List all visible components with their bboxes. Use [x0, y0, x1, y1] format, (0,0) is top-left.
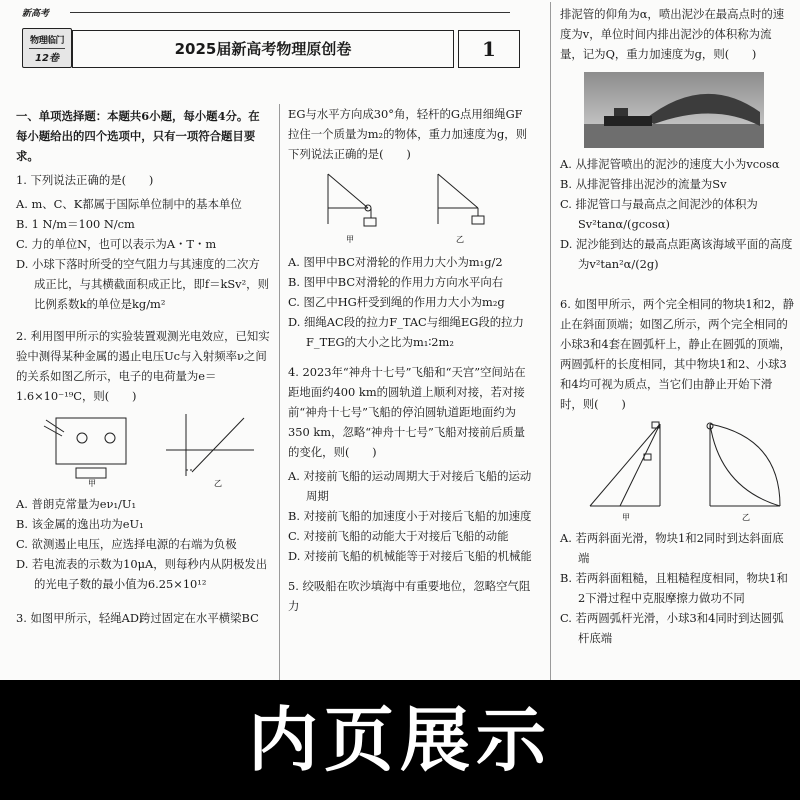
pulley-figure [288, 168, 528, 246]
question-1 [16, 170, 270, 314]
option-c: C. 排泥管口与最高点之间泥沙的体积为Sv²tanα/(gcosα) [560, 197, 758, 231]
option-b: B. 图甲中BC对滑轮的作用力方向水平向右 [288, 275, 504, 289]
paper-title: 2025届新高考物理原创卷 [72, 30, 454, 68]
option-d: D. 细绳AC段的拉力F_TAC与细绳EG段的拉力F_TEG的大小之比为m₁∶2m₂ [288, 315, 524, 349]
option-d: D. 若电流表的示数为10μA，则每秒内从阴极发出的光电子数的最小值为6.25×10¹² [16, 557, 268, 591]
option-b: B. 该金属的逸出功为eU₁ [16, 517, 144, 531]
question-2 [16, 326, 270, 594]
option-a: A. 从排泥管喷出的泥沙的速度大小为vcosα [560, 157, 780, 171]
option-c: C. 欲测遏止电压，应选择电源的右端为负极 [16, 537, 237, 551]
option-a: A. m、C、K都属于国际单位制中的基本单位 [16, 197, 242, 211]
option-b: B. 1 N/m＝100 N/cm [16, 217, 135, 231]
question-6 [560, 294, 794, 648]
option-a: A. 若两斜面光滑，物块1和2同时到达斜面底端 [560, 531, 784, 565]
question-3 [288, 104, 532, 352]
column-divider [279, 104, 280, 680]
incline-figure [590, 422, 660, 506]
figure-label-a: 甲 [88, 479, 96, 488]
arc-figure [707, 423, 780, 506]
option-a: A. 普朗克常量为eν₁/U₁ [16, 497, 137, 511]
question-stem-continued: EG与水平方向成30°角，轻杆的G点用细绳GF拉住一个质量为m₂的物体，重力加速度为g，则下列说法正确的是( ) [288, 107, 528, 161]
figure-jia [328, 174, 376, 226]
option-a: A. 图甲中BC对滑轮的作用力大小为m₁g/2 [288, 255, 503, 269]
column-divider [550, 2, 551, 680]
column-left [16, 106, 270, 632]
option-c: C. 图乙中HG杆受到绳的作用力大小为m₂g [288, 295, 505, 309]
question-stem: 2. 利用图甲所示的实验装置观测光电效应，已知实验中测得某种金属的遏止电压Uc与入射频率ν之间的关系如图乙所示，电子的电荷量为e＝1.6×10⁻¹⁹C，则( ) [16, 329, 270, 403]
column-middle [288, 104, 532, 620]
badge-top: 物理临门 [29, 36, 64, 46]
section-heading: 一、单项选择题：本题共6小题，每小题4分。在每小题给出的四个选项中，只有一项符合题目要求。 [16, 109, 260, 163]
figure-label-a: 甲 [346, 235, 354, 244]
option-d: D. 对接前飞船的机械能等于对接后飞船的机械能 [288, 549, 532, 563]
option-a: A. 对接前飞船的运动周期大于对接后飞船的运动周期 [288, 469, 532, 503]
question-5-stem: 5. 绞吸船在吹沙填海中有重要地位，忽略空气阻力 [288, 579, 531, 613]
option-c: C. 力的单位N，也可以表示为A・T・m [16, 237, 217, 251]
question-stem: 4. 2023年“神舟十七号”飞船和“天宫”空间站在距地面约400 km的圆轨道上顺利对接，若对接前“神舟十七号”飞船的停泊圆轨道距地面约为350 km，忽略“神舟十七号”飞船对接前后质量的变化，则( ) [288, 365, 526, 459]
option-d: D. 小球下落时所受的空气阻力与其速度的二次方成正比，与其横截面积成正比，即f＝kSv²，则比例系数k的单位是kg/m² [16, 257, 269, 311]
uc-nu-graph [166, 414, 254, 476]
column-right [560, 4, 794, 648]
header-rule [70, 12, 510, 13]
question-3-stem: 3. 如图甲所示，轻绳AD跨过固定在水平横梁BC [16, 611, 259, 625]
question-stem: 6. 如图甲所示，两个完全相同的物块1和2，静止在斜面顶端；如图乙所示，两个完全相同的小球3和4套在圆弧杆上，静止在圆弧的顶端，两圆弧杆的长度相同，其中物块1和2、小球3和4均可视为质点，当它们由静止开始下滑时，则( ) [560, 297, 795, 411]
question-4 [288, 362, 532, 566]
page-number: 1 [458, 30, 520, 68]
option-c: C. 对接前飞船的动能大于对接后飞船的动能 [288, 529, 509, 543]
photoelectric-figure [16, 410, 266, 488]
incline-arc-figure [560, 418, 790, 522]
dredger-photo [584, 72, 764, 148]
figure-yi [438, 174, 484, 224]
option-b: B. 从排泥管排出泥沙的流量为Sv [560, 177, 727, 191]
badge-bottom: 12卷 [29, 48, 65, 64]
option-b: B. 对接前飞船的加速度小于对接后飞船的加速度 [288, 509, 532, 523]
series-badge [22, 28, 72, 68]
question-5 [560, 4, 794, 274]
option-b: B. 若两斜面粗糙，且粗糙程度相同，物块1和2下滑过程中克服摩擦力做功不同 [560, 571, 788, 605]
figure-label-b: 乙 [456, 235, 464, 244]
brand-logo: 新高考 [22, 9, 50, 19]
option-d: D. 泥沙能到达的最高点距离该海域平面的高度为v²tan²α/(2g) [560, 237, 793, 271]
question-stem-continued: 排泥管的仰角为α，喷出泥沙在最高点时的速度为v，单位时间内排出泥沙的体积称为流量，记为Q，重力加速度为g，则( ) [560, 7, 785, 61]
question-stem: 1. 下列说法正确的是( ) [16, 173, 154, 187]
page-header [18, 6, 526, 72]
preview-banner: 内页展示 [0, 680, 800, 800]
figure-label-b: 乙 [742, 513, 750, 522]
figure-label-b: 乙 [214, 479, 222, 488]
figure-label-a: 甲 [622, 513, 630, 522]
option-c: C. 若两圆弧杆光滑，小球3和4同时到达圆弧杆底端 [560, 611, 784, 645]
circuit-diagram [44, 418, 126, 478]
